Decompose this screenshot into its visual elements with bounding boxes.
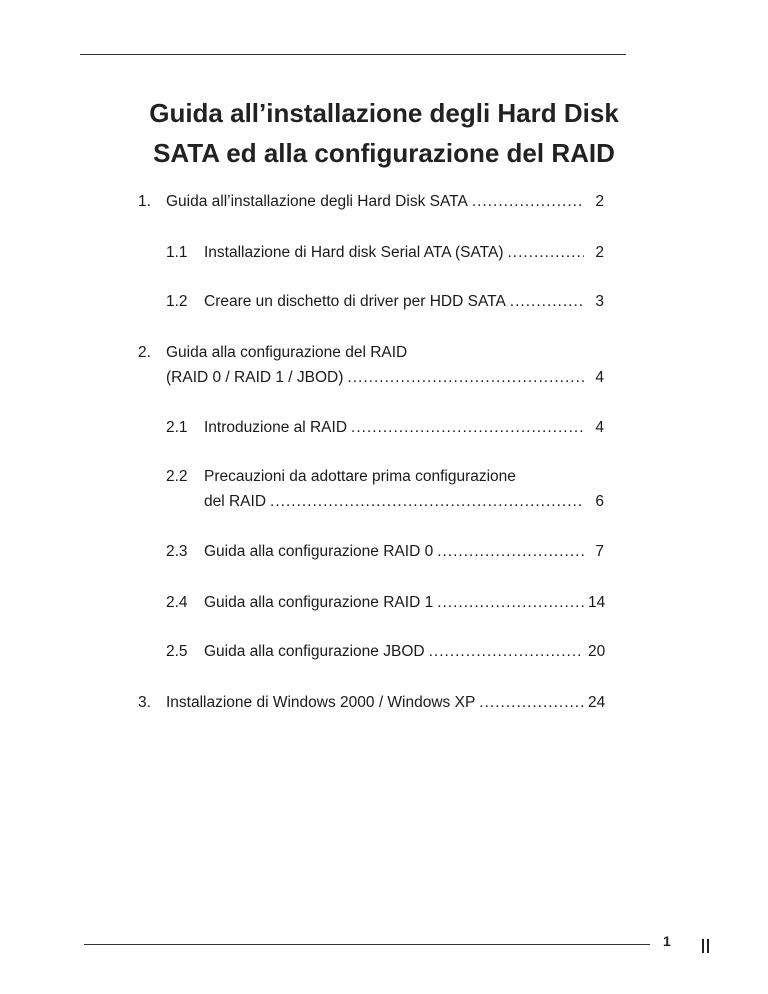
toc-leader-dots xyxy=(479,693,584,713)
toc-leader-dots xyxy=(510,292,584,312)
toc-page-number: 4 xyxy=(595,419,604,436)
toc-entry-text: Precauzioni da adottare prima configurazione xyxy=(204,468,516,485)
toc-entry-text: Guida alla configurazione RAID 1 xyxy=(204,594,434,611)
toc-leader-dots xyxy=(347,368,584,388)
toc-page-number: 3 xyxy=(595,293,604,310)
toc-page-number: 14 xyxy=(588,594,606,611)
toc-entry-text-continued: (RAID 0 / RAID 1 / JBOD) xyxy=(166,369,344,386)
toc-entry-text: Creare un dischetto di driver per HDD SATA xyxy=(204,293,506,310)
toc-page-number: 20 xyxy=(588,643,606,660)
toc-entry-number: 2.2 xyxy=(166,468,188,485)
footer-page-number: 1 xyxy=(663,933,671,949)
toc-page-number: 2 xyxy=(595,244,604,261)
toc-entry-number: 2.4 xyxy=(166,594,188,611)
toc-page-number: 7 xyxy=(595,543,604,560)
toc-entry-number: 2.3 xyxy=(166,543,188,560)
footer-rule xyxy=(84,944,650,945)
toc-page-number: 2 xyxy=(595,193,604,210)
toc-entry-number: 1. xyxy=(138,193,151,210)
toc-entry-text: Guida all’installazione degli Hard Disk SATA xyxy=(166,193,468,210)
toc-leader-dots xyxy=(437,542,584,562)
toc-entry-number: 1.1 xyxy=(166,244,188,261)
toc-entry-text-continued: del RAID xyxy=(204,493,267,510)
toc-entry-2[interactable] xyxy=(138,343,604,389)
toc-leader-dots xyxy=(429,642,584,662)
toc-leader-dots xyxy=(472,192,584,212)
toc-entry-number: 2.5 xyxy=(166,643,188,660)
toc-entry-text: Introduzione al RAID xyxy=(204,419,348,436)
toc-entry-number: 3. xyxy=(138,694,151,711)
toc-leader-dots xyxy=(351,418,584,438)
toc-page-number: 6 xyxy=(595,493,604,510)
section-tab-mark-icon xyxy=(702,939,710,953)
toc-entry-text: Guida alla configurazione RAID 0 xyxy=(204,543,434,560)
toc-entry-number: 1.2 xyxy=(166,293,188,310)
toc-entry-2-2[interactable] xyxy=(166,467,604,513)
title-line-2: SATA ed alla configurazione del RAID xyxy=(153,138,615,168)
toc-page-number: 24 xyxy=(588,694,606,711)
toc-page-number: 4 xyxy=(595,369,604,386)
toc-entry-number: 2. xyxy=(138,344,151,361)
toc-entry-number: 2.1 xyxy=(166,419,188,436)
toc-entry-text: Installazione di Hard disk Serial ATA (SATA) xyxy=(204,244,504,261)
toc-leader-dots xyxy=(508,243,585,263)
toc-entry-text: Guida alla configurazione JBOD xyxy=(204,643,425,660)
toc-entry-text: Installazione di Windows 2000 / Windows XP xyxy=(166,694,476,711)
toc-entry-text: Guida alla configurazione del RAID xyxy=(166,344,408,361)
toc-leader-dots xyxy=(270,492,584,512)
toc-leader-dots xyxy=(437,593,584,613)
title-line-1: Guida all’installazione degli Hard Disk xyxy=(149,98,619,128)
